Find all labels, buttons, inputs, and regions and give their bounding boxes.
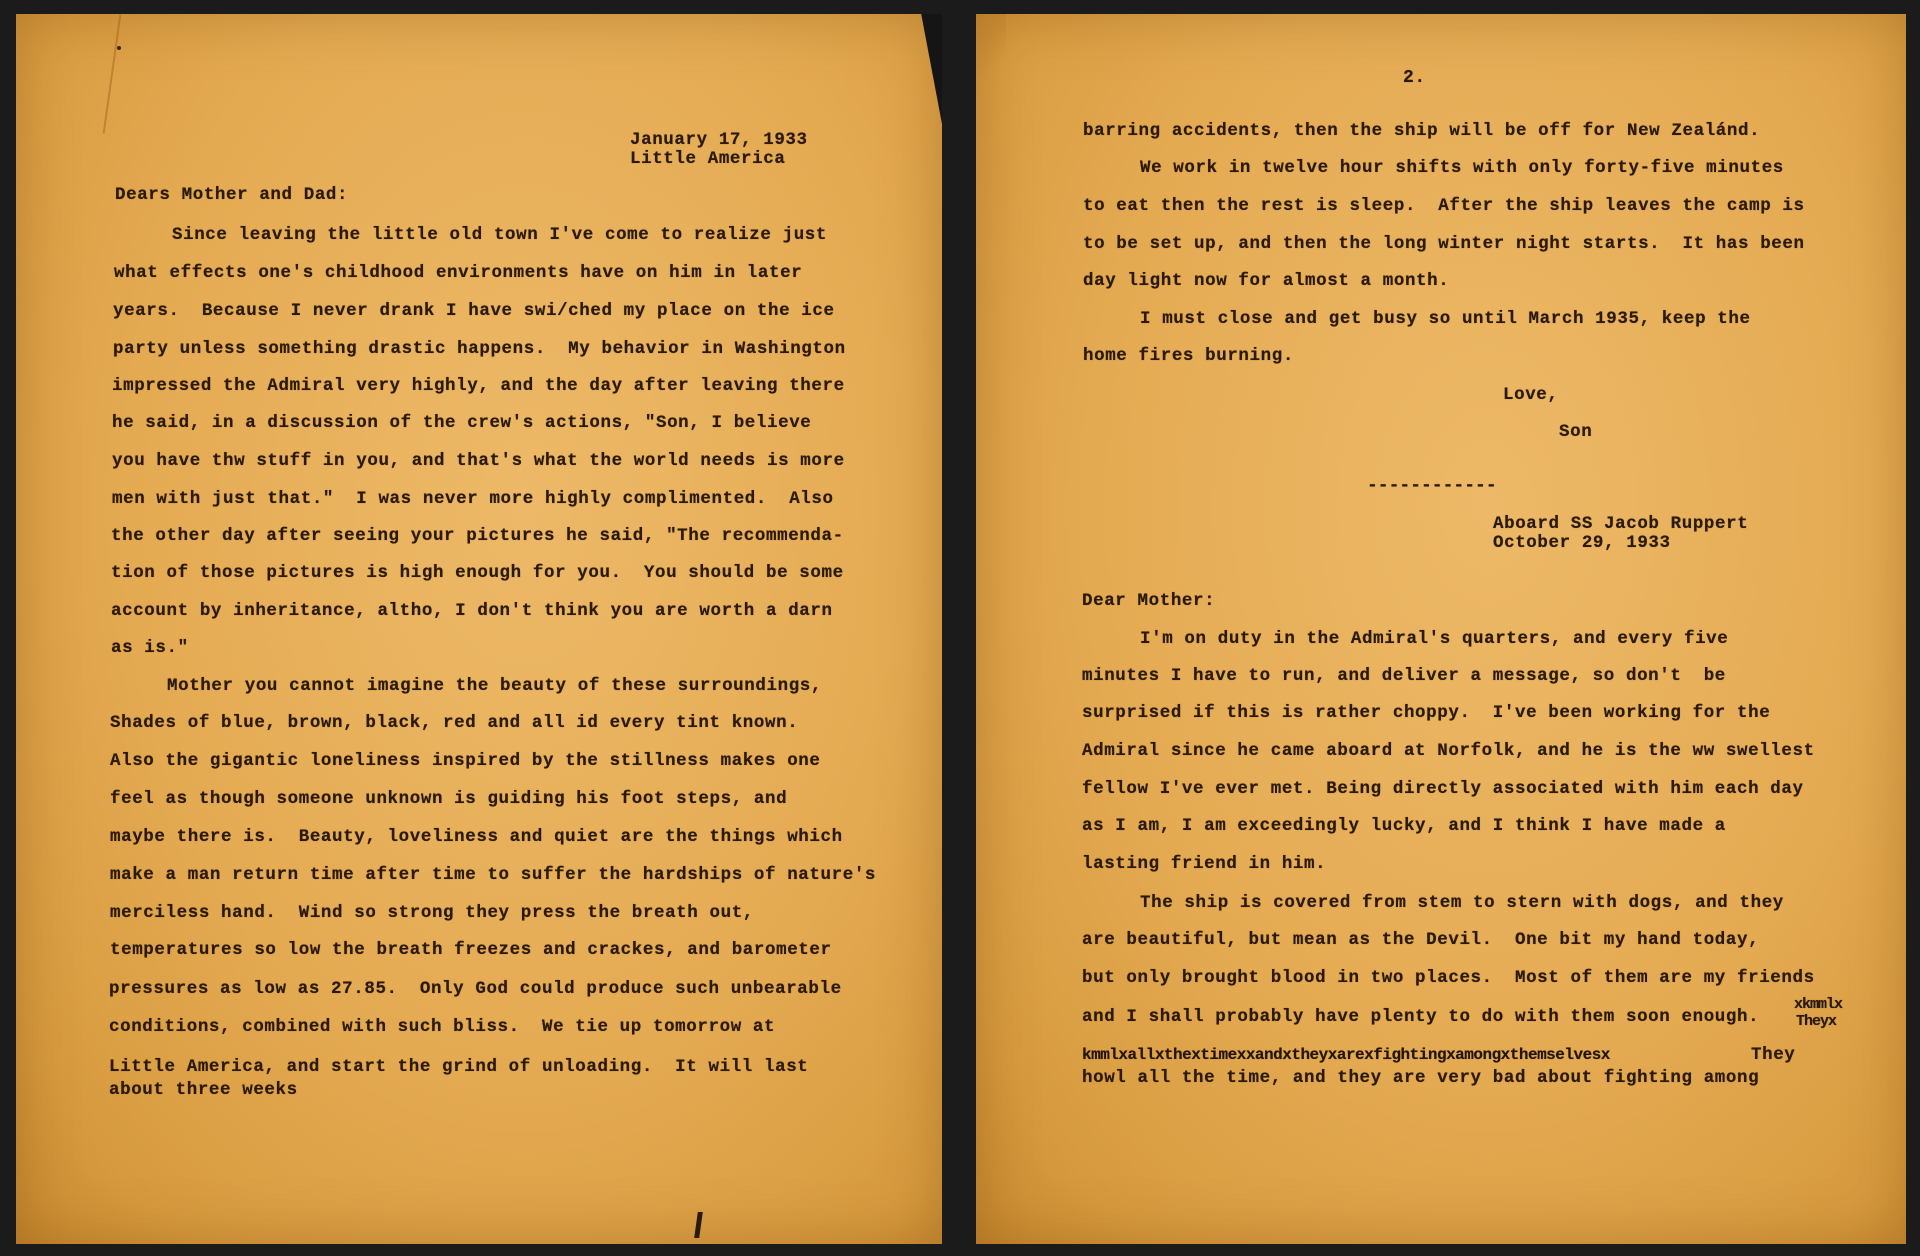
- text-line: conditions, combined with such bliss. We tie up tomorrow at: [109, 1017, 776, 1037]
- text-line: minutes I have to run, and deliver a message, so don't be: [1082, 666, 1726, 686]
- overtype-marks: Theyx: [1796, 1013, 1837, 1030]
- text-line: maybe there is. Beauty, loveliness and quiet are the things which: [110, 827, 843, 847]
- text-line: I must close and get busy so until March 1935, keep the: [1140, 309, 1751, 329]
- text-line: men with just that." I was never more highly complimented. Also: [112, 489, 834, 509]
- text-line: to eat then the rest is sleep. After the ship leaves the camp is: [1083, 196, 1805, 216]
- letter-salutation: Dear Mother:: [1082, 591, 1216, 611]
- text-line: the other day after seeing your pictures he said, "The recommenda-: [111, 526, 844, 546]
- text-line: party unless something drastic happens. My behavior in Washington: [113, 339, 846, 359]
- text-line: Admiral since he came aboard at Norfolk, and he is the ww swellest: [1082, 741, 1815, 761]
- text-line: Little America, and start the grind of unloading. It will last: [109, 1057, 809, 1077]
- letter-place: Little America: [630, 149, 786, 169]
- text-line: I'm on duty in the Admiral's quarters, and every five: [1140, 629, 1729, 649]
- text-line: feel as though someone unknown is guiding his foot steps, and: [110, 789, 788, 809]
- letter-header-ship: Aboard SS Jacob Ruppert: [1493, 514, 1749, 534]
- letter-date: January 17, 1933: [630, 130, 808, 150]
- text-line: merciless hand. Wind so strong they press the breath out,: [110, 903, 754, 923]
- text-line: home fires burning.: [1083, 346, 1294, 366]
- text-line: Also the gigantic loneliness inspired by the stillness makes one: [110, 751, 821, 771]
- letter-signature: Son: [1559, 422, 1593, 442]
- text-line: but only brought blood in two places. Most of them are my friends: [1082, 968, 1815, 988]
- text-line: impressed the Admiral very highly, and the day after leaving there: [112, 376, 845, 396]
- letter-page-2: [976, 14, 1906, 1244]
- page-crease: [103, 14, 122, 133]
- page-number: 2.: [1403, 68, 1426, 88]
- text-line: tion of those pictures is high enough for you. You should be some: [111, 563, 844, 583]
- text-line: what effects one's childhood environments have on him in later: [114, 263, 803, 283]
- text-line: pressures as low as 27.85. Only God could produce such unbearable: [109, 979, 842, 999]
- text-line: he said, in a discussion of the crew's actions, "Son, I believe: [112, 413, 812, 433]
- letter-salutation: Dears Mother and Dad:: [115, 185, 349, 205]
- ink-mark: [694, 1212, 703, 1238]
- text-line: to be set up, and then the long winter night starts. It has been: [1083, 234, 1805, 254]
- text-line: you have thw stuff in you, and that's what the world needs is more: [112, 451, 845, 471]
- text-line: The ship is covered from stem to stern with dogs, and they: [1140, 893, 1784, 913]
- text-line: barring accidents, then the ship will be off for New Zealánd.: [1083, 121, 1761, 141]
- text-line: surprised if this is rather choppy. I've been working for the: [1082, 703, 1771, 723]
- text-line: We work in twelve hour shifts with only forty-five minutes: [1140, 158, 1784, 178]
- ink-speck: [117, 46, 121, 50]
- text-line: and I shall probably have plenty to do with them soon enough.: [1082, 1007, 1760, 1027]
- text-line: They: [1751, 1045, 1796, 1065]
- section-separator: ------------: [1367, 476, 1497, 496]
- text-line: years. Because I never drank I have swi/ched my place on the ice: [113, 301, 835, 321]
- letter-closing: Love,: [1503, 385, 1559, 405]
- text-line: as I am, I am exceedingly lucky, and I think I have made a: [1082, 816, 1726, 836]
- text-line: Mother you cannot imagine the beauty of these surroundings,: [167, 676, 823, 696]
- text-line: as is.": [111, 638, 189, 658]
- struck-out-line: kmmlxallxthextimexxandxtheyxarexfightingxamongxthemselvesx: [1082, 1046, 1610, 1064]
- text-line: temperatures so low the breath freezes and crackes, and barometer: [110, 940, 832, 960]
- text-line: make a man return time after time to suffer the hardships of nature's: [110, 865, 877, 885]
- text-line: day light now for almost a month.: [1083, 271, 1450, 291]
- overtype-marks: xkmmlx: [1794, 996, 1843, 1013]
- letter-page-1: [16, 14, 942, 1244]
- text-line: Shades of blue, brown, black, red and all id every tint known.: [110, 713, 799, 733]
- text-line: account by inheritance, altho, I don't think you are worth a darn: [111, 601, 833, 621]
- text-line: about three weeks: [109, 1080, 298, 1100]
- text-line: fellow I've ever met. Being directly associated with him each day: [1082, 779, 1804, 799]
- letter-header-date: October 29, 1933: [1493, 533, 1671, 553]
- text-line: lasting friend in him.: [1082, 854, 1327, 874]
- text-line: are beautiful, but mean as the Devil. One bit my hand today,: [1082, 930, 1760, 950]
- text-line: Since leaving the little old town I've come to realize just: [172, 225, 828, 245]
- text-line: howl all the time, and they are very bad about fighting among: [1082, 1068, 1760, 1088]
